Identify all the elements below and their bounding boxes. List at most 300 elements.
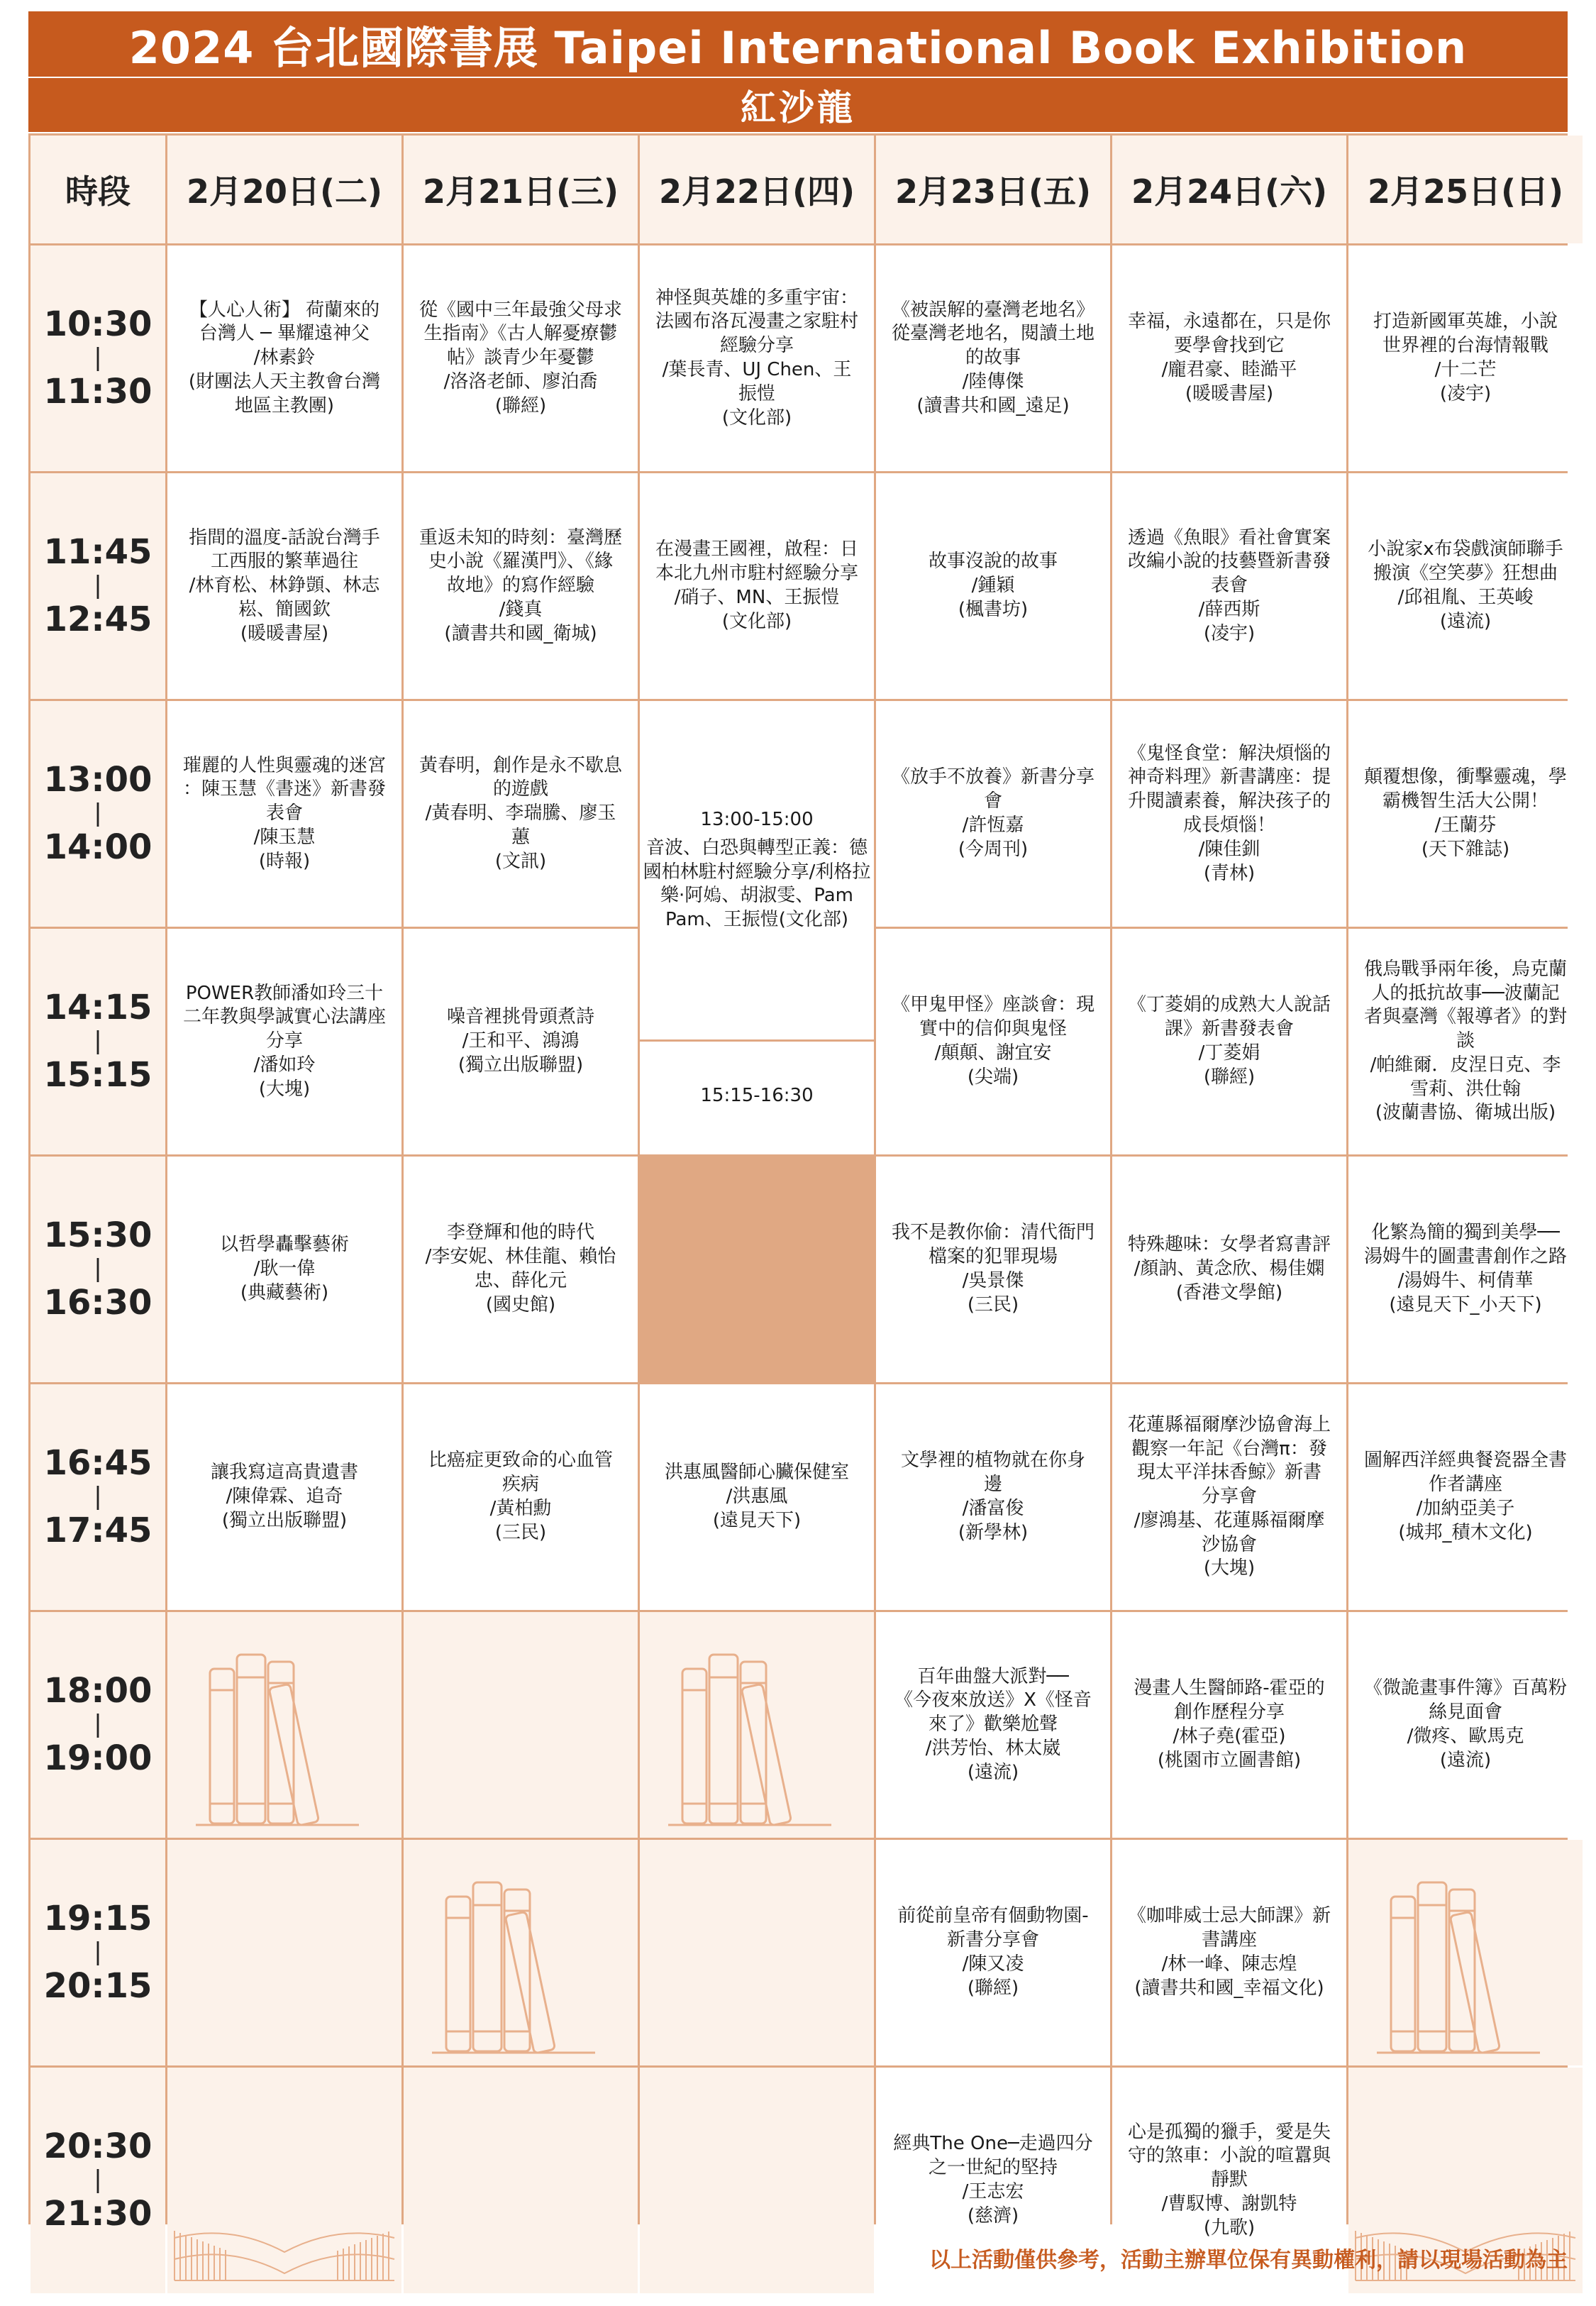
event-text — [408, 1005, 633, 1077]
event-text — [172, 299, 397, 419]
event-text — [408, 1221, 633, 1317]
event-line: 顛覆想像，衝擊靈魂，學 — [1363, 766, 1567, 788]
event-line: /陸傳傑 — [962, 370, 1024, 392]
event-line: /利格拉樂·阿𡠄、胡淑雯、 — [660, 861, 871, 907]
event-line: 音波、白恐與轉型正義： — [645, 837, 849, 859]
event-line: (文訊) — [494, 850, 547, 872]
event-text — [644, 287, 870, 431]
event-text — [1116, 310, 1342, 406]
event-cell — [1112, 1840, 1346, 2065]
event-line: 小說家x布袋戲演師聯手 — [1368, 539, 1563, 561]
event-line: 法國布洛瓦漫畫之家駐村 — [655, 311, 858, 333]
event-line: (暖暖書屋) — [1185, 382, 1274, 404]
time-slot — [31, 929, 165, 1154]
event-line: (聯經) — [1203, 1066, 1256, 1088]
empty-slot — [167, 1840, 401, 2065]
books-illustration-icon — [167, 1612, 401, 1838]
event-line: /陳佳釧 — [1198, 838, 1260, 860]
event-text — [172, 1461, 397, 1533]
event-line: /王志宏 — [962, 2181, 1024, 2202]
event-line: 【人心人術】 荷蘭來的 — [189, 299, 380, 321]
event-line: 課》新書發表會 — [1164, 1018, 1294, 1040]
empty-slot — [404, 1612, 638, 1838]
event-line: 李登輝和他的時代 — [446, 1222, 594, 1244]
event-line: (天下雜誌) — [1421, 838, 1510, 860]
event-cell — [167, 473, 401, 699]
event-line: (遠流) — [1439, 610, 1492, 632]
event-line: 地區主教團) — [234, 395, 335, 416]
event-line: 談 — [1456, 1030, 1475, 1052]
event-cell — [404, 929, 638, 1154]
event-line: /邱祖胤、王英峻 — [1397, 587, 1534, 608]
event-line: (三民) — [967, 1293, 1019, 1315]
event-line: 搬演《空笑夢》狂想曲 — [1373, 563, 1558, 585]
event-line: 生指南》《古人解憂療鬱 — [423, 323, 618, 345]
event-line: 特殊趣味：女學者寫書評 — [1127, 1234, 1331, 1256]
event-line: ：陳玉慧《書迷》新書發 — [182, 778, 386, 800]
event-line: 者與臺灣《報導者》的對 — [1363, 1006, 1567, 1028]
event-cell — [876, 1384, 1110, 1610]
event-line: 振愷 — [738, 382, 775, 404]
header-day: 2月25日(日) — [1348, 136, 1583, 243]
empty-slot — [404, 2068, 638, 2293]
venue-title: 紅沙龍 — [28, 78, 1568, 132]
event-text — [172, 1233, 397, 1305]
event-cell — [876, 929, 1110, 1154]
event-line: 帖》談青少年憂鬱 — [446, 347, 594, 369]
event-line: /潘富俊 — [962, 1498, 1024, 1519]
event-line: 洪惠風醫師心臟保健室 — [664, 1462, 849, 1484]
event-cell — [1112, 246, 1346, 471]
event-text — [880, 1665, 1106, 1785]
event-line: 璀麗的人性與靈魂的迷宮 — [182, 754, 386, 776]
slot-separator: | — [94, 2166, 102, 2195]
event-text — [408, 526, 633, 646]
event-line: 忠、薛化元 — [474, 1270, 567, 1291]
event-cell — [167, 1384, 401, 1610]
event-line: 升閱讀素養，解決孩子的 — [1127, 790, 1331, 812]
event-line: 分享 — [265, 1030, 303, 1052]
event-line: (獨立出版聯盟) — [221, 1509, 348, 1531]
event-line: 史小說《羅漢門》、《緣 — [428, 551, 613, 573]
event-text — [880, 299, 1106, 419]
event-line: 比癌症更致命的心血管 — [428, 1450, 613, 1472]
event-line: 守的煞車：小說的喧囂與 — [1127, 2145, 1331, 2167]
event-line: 絲見面會 — [1428, 1701, 1502, 1723]
event-cell — [1112, 1157, 1346, 1382]
time-slot — [31, 1384, 165, 1610]
header-day: 2月23日(五) — [876, 136, 1110, 243]
event-cell — [1112, 929, 1346, 1154]
event-line: 故事沒說的故事 — [928, 551, 1058, 573]
event-line: /陳玉慧 — [253, 826, 316, 848]
event-line: 神奇料理》新書講座：提 — [1127, 766, 1331, 788]
event-line: /龐君豪、睦澔平 — [1161, 359, 1297, 380]
header-day: 2月21日(三) — [404, 136, 638, 243]
event-line: 俄烏戰爭兩年後，烏克蘭 — [1363, 958, 1567, 980]
event-cell — [1348, 246, 1583, 471]
event-line: 打造新國軍英雄，小說 — [1373, 311, 1558, 333]
event-line: 前從前皇帝有個動物園- — [897, 1905, 1089, 1927]
event-line: (典藏藝術) — [240, 1281, 329, 1303]
event-text — [644, 1461, 870, 1533]
event-line: 故地》的寫作經驗 — [446, 575, 594, 597]
event-line: 改編小說的技藝暨新書發 — [1127, 551, 1331, 573]
slot-start: 13:00 — [43, 759, 153, 800]
slot-end: 14:00 — [43, 827, 153, 867]
slot-start: 18:00 — [43, 1670, 153, 1711]
event-line: (香港文學館) — [1175, 1281, 1283, 1303]
event-text — [880, 550, 1106, 622]
event-line: /丁菱娟 — [1198, 1042, 1260, 1064]
event-cell — [404, 246, 638, 471]
event-text — [1116, 1677, 1342, 1772]
event-line: /林素鈴 — [253, 347, 316, 369]
event-line: 會 — [983, 790, 1002, 812]
header-time: 時段 — [31, 136, 165, 243]
event-text — [880, 1449, 1106, 1545]
event-line: 霸機智生活大公開！ — [1382, 790, 1548, 812]
event-line: 成長煩惱！ — [1182, 815, 1275, 836]
empty-slot-decoration — [167, 2068, 401, 2293]
event-line: /顏訥、黃念欣、楊佳嫻 — [1134, 1258, 1325, 1280]
footer-note: 以上活動僅供參考，活動主辦單位保有異動權利，請以現場活動為主 — [929, 2248, 1568, 2273]
event-line: (慈濟) — [967, 2205, 1019, 2227]
schedule-table — [28, 133, 1568, 2239]
event-line: 的遊戲 — [492, 778, 548, 800]
empty-slot — [640, 1840, 874, 2065]
event-line: 我不是教你偷：清代衙門 — [891, 1222, 1095, 1244]
event-text — [408, 299, 633, 419]
event-line: 台灣人 ─ 畢耀遠神父 — [199, 323, 370, 345]
event-line: (文化部) — [721, 610, 792, 632]
event-line: /黃春明、李瑞騰、廖玉 — [425, 802, 616, 824]
event-line: 雪莉、洪仕翰 — [1409, 1078, 1521, 1100]
event-line: /王和平、鴻鴻 — [462, 1030, 580, 1052]
event-line: (城邦_積木文化) — [1398, 1521, 1533, 1543]
event-line: 《被誤解的臺灣老地名》 — [891, 299, 1095, 321]
empty-slot — [640, 2068, 874, 2293]
event-line: 幸福，永遠都在，只是你 — [1127, 311, 1331, 333]
slot-start: 19:15 — [43, 1898, 153, 1938]
event-line: 《微詭畫事件簿》百萬粉 — [1363, 1677, 1567, 1699]
event-text — [1353, 1221, 1578, 1317]
event-block — [640, 701, 874, 1039]
event-cell — [876, 246, 1110, 471]
event-cell — [167, 701, 401, 927]
event-line: (大塊) — [1203, 1557, 1256, 1579]
event-line: (凌宇) — [1439, 382, 1492, 404]
event-cell — [876, 701, 1110, 927]
event-line: 從《國中三年最強父母求 — [419, 299, 622, 321]
slot-separator: | — [94, 571, 102, 600]
header-day: 2月22日(四) — [640, 136, 874, 243]
event-cell — [404, 701, 638, 927]
event-line: 《放手不放養》新書分享 — [891, 766, 1095, 788]
event-line: 化繁為簡的獨到美學── — [1371, 1222, 1560, 1244]
event-line: /曹馭博、謝凱特 — [1161, 2192, 1297, 2214]
event-line: 心是孤獨的獵手，愛是失 — [1127, 2121, 1331, 2143]
event-line: 世界裡的台海情報戰 — [1382, 335, 1548, 357]
event-line: (遠見天下_小天下) — [1389, 1293, 1542, 1315]
slot-start: 16:45 — [43, 1442, 153, 1483]
event-line: 二年教與學誠實心法講座 — [182, 1006, 386, 1028]
event-line: 經典The One─走過四分 — [893, 2133, 1093, 2155]
event-line: /林子堯(霍亞) — [1173, 1726, 1286, 1747]
event-line: 現太平洋抹香鯨》新書 — [1136, 1462, 1321, 1484]
event-time: 15:15-16:30 — [700, 1084, 814, 1106]
event-line: 新書分享會 — [946, 1929, 1039, 1951]
event-cell-merged — [640, 701, 874, 1382]
event-block — [640, 1042, 874, 1154]
event-line: 文學裡的植物就在你身 — [900, 1450, 1085, 1472]
event-line: 黃春明，創作是永不歇息 — [419, 754, 622, 776]
event-text — [408, 754, 633, 874]
event-line: Pam Pam、王振愷 — [665, 885, 854, 931]
event-cell — [404, 473, 638, 699]
event-line: 分享會 — [1201, 1486, 1257, 1508]
event-line: /陳又凌 — [962, 1953, 1024, 1975]
event-line: /硝子、MN、王振愷 — [674, 587, 840, 608]
event-cell — [1112, 701, 1346, 927]
event-line: 《甲鬼甲怪》座談會：現 — [891, 994, 1095, 1016]
event-line: 工西服的繁華過往 — [210, 551, 358, 573]
event-line: 作者講座 — [1428, 1474, 1502, 1496]
event-line: 德國柏林駐村經驗分享 — [643, 837, 868, 883]
time-slot — [31, 1157, 165, 1382]
event-text — [1353, 538, 1578, 634]
slot-end: 11:30 — [43, 371, 153, 412]
event-line: /帕維爾．皮涅日克、李 — [1370, 1054, 1561, 1076]
event-text — [1116, 526, 1342, 646]
event-line: /洪惠風 — [726, 1486, 788, 1508]
event-line: 《丁菱娟的成熟大人說話 — [1127, 994, 1331, 1016]
event-line: 檔案的犯罪現場 — [928, 1246, 1058, 1268]
event-cell — [876, 1840, 1110, 2065]
event-line: /陳偉霖、追奇 — [226, 1486, 343, 1508]
event-text — [1116, 2121, 1342, 2241]
event-line: /李安妮、林佳龍、賴怡 — [425, 1246, 616, 1268]
event-text — [172, 526, 397, 646]
open-book-illustration-icon — [167, 2068, 401, 2293]
empty-slot-decoration — [640, 1612, 874, 1838]
event-line: 靜默 — [1210, 2169, 1248, 2191]
event-line: (九歌) — [1203, 2217, 1256, 2239]
header-day: 2月24日(六) — [1112, 136, 1346, 243]
event-line: /廖鴻基、花蓮縣福爾摩 — [1134, 1509, 1325, 1531]
event-line: POWER教師潘如玲三十 — [185, 982, 384, 1004]
event-text — [1116, 993, 1342, 1089]
event-line: (波蘭書協、衛城出版) — [1375, 1102, 1556, 1124]
time-slot — [31, 473, 165, 699]
slot-separator: | — [94, 799, 102, 828]
event-line: /洛洛老師、廖泊喬 — [443, 370, 598, 392]
event-line: 讓我寫這高貴遺書 — [210, 1462, 358, 1484]
event-line: 重返未知的時刻：臺灣歷 — [419, 526, 622, 548]
event-line: /洪芳怡、林太崴 — [925, 1737, 1061, 1759]
slot-start: 14:15 — [43, 987, 153, 1027]
event-text — [880, 1904, 1106, 2000]
slot-end: 15:15 — [43, 1054, 153, 1095]
event-line: /顛顛、謝宜安 — [934, 1042, 1052, 1064]
event-line: (聯經) — [967, 1977, 1019, 1999]
event-text — [1353, 766, 1578, 861]
event-text — [1116, 742, 1342, 886]
slot-start: 20:30 — [43, 2126, 153, 2166]
event-cell — [876, 1612, 1110, 1838]
event-text — [1353, 1449, 1578, 1545]
event-line: (遠見天下) — [712, 1509, 802, 1531]
event-line: /葉長青、UJ Chen、王 — [662, 359, 852, 380]
event-line: (時報) — [258, 850, 311, 872]
event-line: /王蘭芬 — [1434, 815, 1497, 836]
slot-separator: | — [94, 1938, 102, 1967]
empty-slot-decoration — [404, 1840, 638, 2065]
event-cell — [1348, 1384, 1583, 1610]
event-text — [644, 538, 870, 634]
event-line: 花蓮縣福爾摩沙協會海上 — [1127, 1413, 1331, 1435]
event-line: (文化部) — [778, 909, 849, 931]
event-line: 邊 — [983, 1474, 1002, 1496]
event-line: (讀書共和國_遠足) — [916, 395, 1070, 416]
event-line: (今周刊) — [958, 838, 1029, 860]
books-illustration-icon — [640, 1612, 874, 1838]
event-text — [1116, 1233, 1342, 1305]
event-line: 百年曲盤大派對── — [917, 1665, 1069, 1687]
event-cell — [1112, 473, 1346, 699]
event-cell — [1348, 701, 1583, 927]
event-text — [640, 837, 874, 932]
event-cell — [167, 1157, 401, 1382]
event-line: (青林) — [1203, 862, 1256, 884]
event-cell — [876, 473, 1110, 699]
event-text — [880, 2132, 1106, 2228]
event-line: 神怪與英雄的多重宇宙： — [655, 287, 858, 309]
event-cell — [640, 1384, 874, 1610]
event-line: 透過《魚眼》看社會實案 — [1127, 526, 1331, 548]
event-line: (楓書坊) — [958, 598, 1029, 620]
slot-separator: | — [94, 343, 102, 373]
event-cell — [167, 246, 401, 471]
event-cell — [1348, 1612, 1583, 1838]
event-cell — [1112, 1612, 1346, 1838]
event-text — [1353, 1677, 1578, 1772]
event-line: 實中的信仰與鬼怪 — [919, 1018, 1067, 1040]
header-day: 2月20日(二) — [167, 136, 401, 243]
event-text — [880, 1221, 1106, 1317]
event-cell — [1348, 1157, 1583, 1382]
event-line: /鍾穎 — [971, 575, 1015, 597]
event-cell — [404, 1157, 638, 1382]
event-text — [408, 1449, 633, 1545]
event-line: 在漫畫王國裡，啟程：日 — [655, 539, 858, 561]
empty-slot-decoration — [1348, 1840, 1583, 2065]
event-line: /許恆嘉 — [962, 815, 1024, 836]
event-line: (桃園市立圖書館) — [1157, 1749, 1302, 1771]
event-line: 崧、簡國欽 — [238, 598, 331, 620]
event-line: (國史館) — [485, 1293, 556, 1315]
slot-start: 11:45 — [43, 531, 153, 572]
event-line: 的故事 — [965, 347, 1021, 369]
event-line: (凌宇) — [1203, 622, 1256, 644]
time-slot — [31, 1840, 165, 2065]
event-line: /潘如玲 — [253, 1054, 316, 1076]
books-illustration-icon — [404, 1840, 638, 2065]
event-line: (大塊) — [258, 1078, 311, 1100]
event-cell — [1348, 473, 1583, 699]
slot-end: 19:00 — [43, 1738, 153, 1778]
event-line: (文化部) — [721, 407, 792, 429]
time-slot — [31, 246, 165, 471]
event-line: 之一世紀的堅持 — [928, 2157, 1058, 2179]
event-text — [1116, 1904, 1342, 2000]
event-line: (暖暖書屋) — [240, 622, 329, 644]
event-line: 《鬼怪食堂：解決煩惱的 — [1127, 742, 1331, 764]
event-line: 漫畫人生醫師路-霍亞的 — [1134, 1677, 1325, 1699]
event-text — [880, 766, 1106, 861]
event-line: 疾病 — [501, 1474, 539, 1496]
slot-start: 15:30 — [43, 1215, 153, 1255]
event-cell — [876, 1157, 1110, 1382]
event-line: /錢真 — [499, 598, 543, 620]
event-line: 圖解西洋經典餐瓷器全書 — [1363, 1450, 1567, 1472]
event-line: 湯姆牛的圖畫書創作之路 — [1363, 1246, 1567, 1268]
slot-end: 20:15 — [43, 1965, 153, 2006]
event-time: 13:00-15:00 — [700, 809, 814, 830]
event-cell — [1348, 929, 1583, 1154]
event-line: (財團法人天主教會台灣 — [188, 370, 381, 392]
event-line: (讀書共和國_衛城) — [444, 622, 597, 644]
event-line: 來了》歡樂尬聲 — [928, 1714, 1058, 1736]
event-line: /黃柏勳 — [489, 1498, 552, 1519]
event-line: 沙協會 — [1201, 1533, 1257, 1555]
event-line: (尖端) — [967, 1066, 1019, 1088]
slot-end: 21:30 — [43, 2193, 153, 2234]
event-line: (三民) — [494, 1521, 547, 1543]
event-line: /耿一偉 — [253, 1258, 316, 1280]
slot-separator: | — [94, 1710, 102, 1739]
event-cell — [640, 473, 874, 699]
event-line: 書講座 — [1201, 1929, 1257, 1951]
event-line: (新學林) — [958, 1521, 1029, 1543]
event-line: /湯姆牛、柯倩華 — [1397, 1270, 1534, 1291]
event-line: 表會 — [265, 802, 303, 824]
event-line: 以哲學轟擊藝術 — [219, 1234, 349, 1256]
slot-separator: | — [94, 1027, 102, 1056]
event-line: 觀察一年記《台灣π：發 — [1131, 1438, 1327, 1460]
event-line: 指間的溫度-話說台灣手 — [189, 526, 380, 548]
event-line: (遠流) — [967, 1761, 1019, 1783]
event-cell — [404, 1384, 638, 1610]
time-slot — [31, 1612, 165, 1838]
time-slot — [31, 701, 165, 927]
event-line: /十二芒 — [1434, 359, 1497, 380]
slot-end: 12:45 — [43, 599, 153, 639]
event-line: 《今夜來放送》X《怪音 — [894, 1689, 1092, 1711]
slot-separator: | — [94, 1254, 102, 1284]
event-line: (讀書共和國_幸福文化) — [1134, 1977, 1324, 1999]
event-cell — [640, 246, 874, 471]
slot-separator: | — [94, 1482, 102, 1511]
event-line: 蕙 — [511, 826, 530, 848]
event-text — [1116, 1413, 1342, 1582]
event-line: 創作歷程分享 — [1173, 1701, 1285, 1723]
event-line: /微疼、歐馬克 — [1407, 1726, 1524, 1747]
slot-end: 16:30 — [43, 1282, 153, 1323]
event-line: /林一峰、陳志煌 — [1161, 1953, 1297, 1975]
time-slot — [31, 2068, 165, 2293]
event-line: 要學會找到它 — [1173, 335, 1285, 357]
